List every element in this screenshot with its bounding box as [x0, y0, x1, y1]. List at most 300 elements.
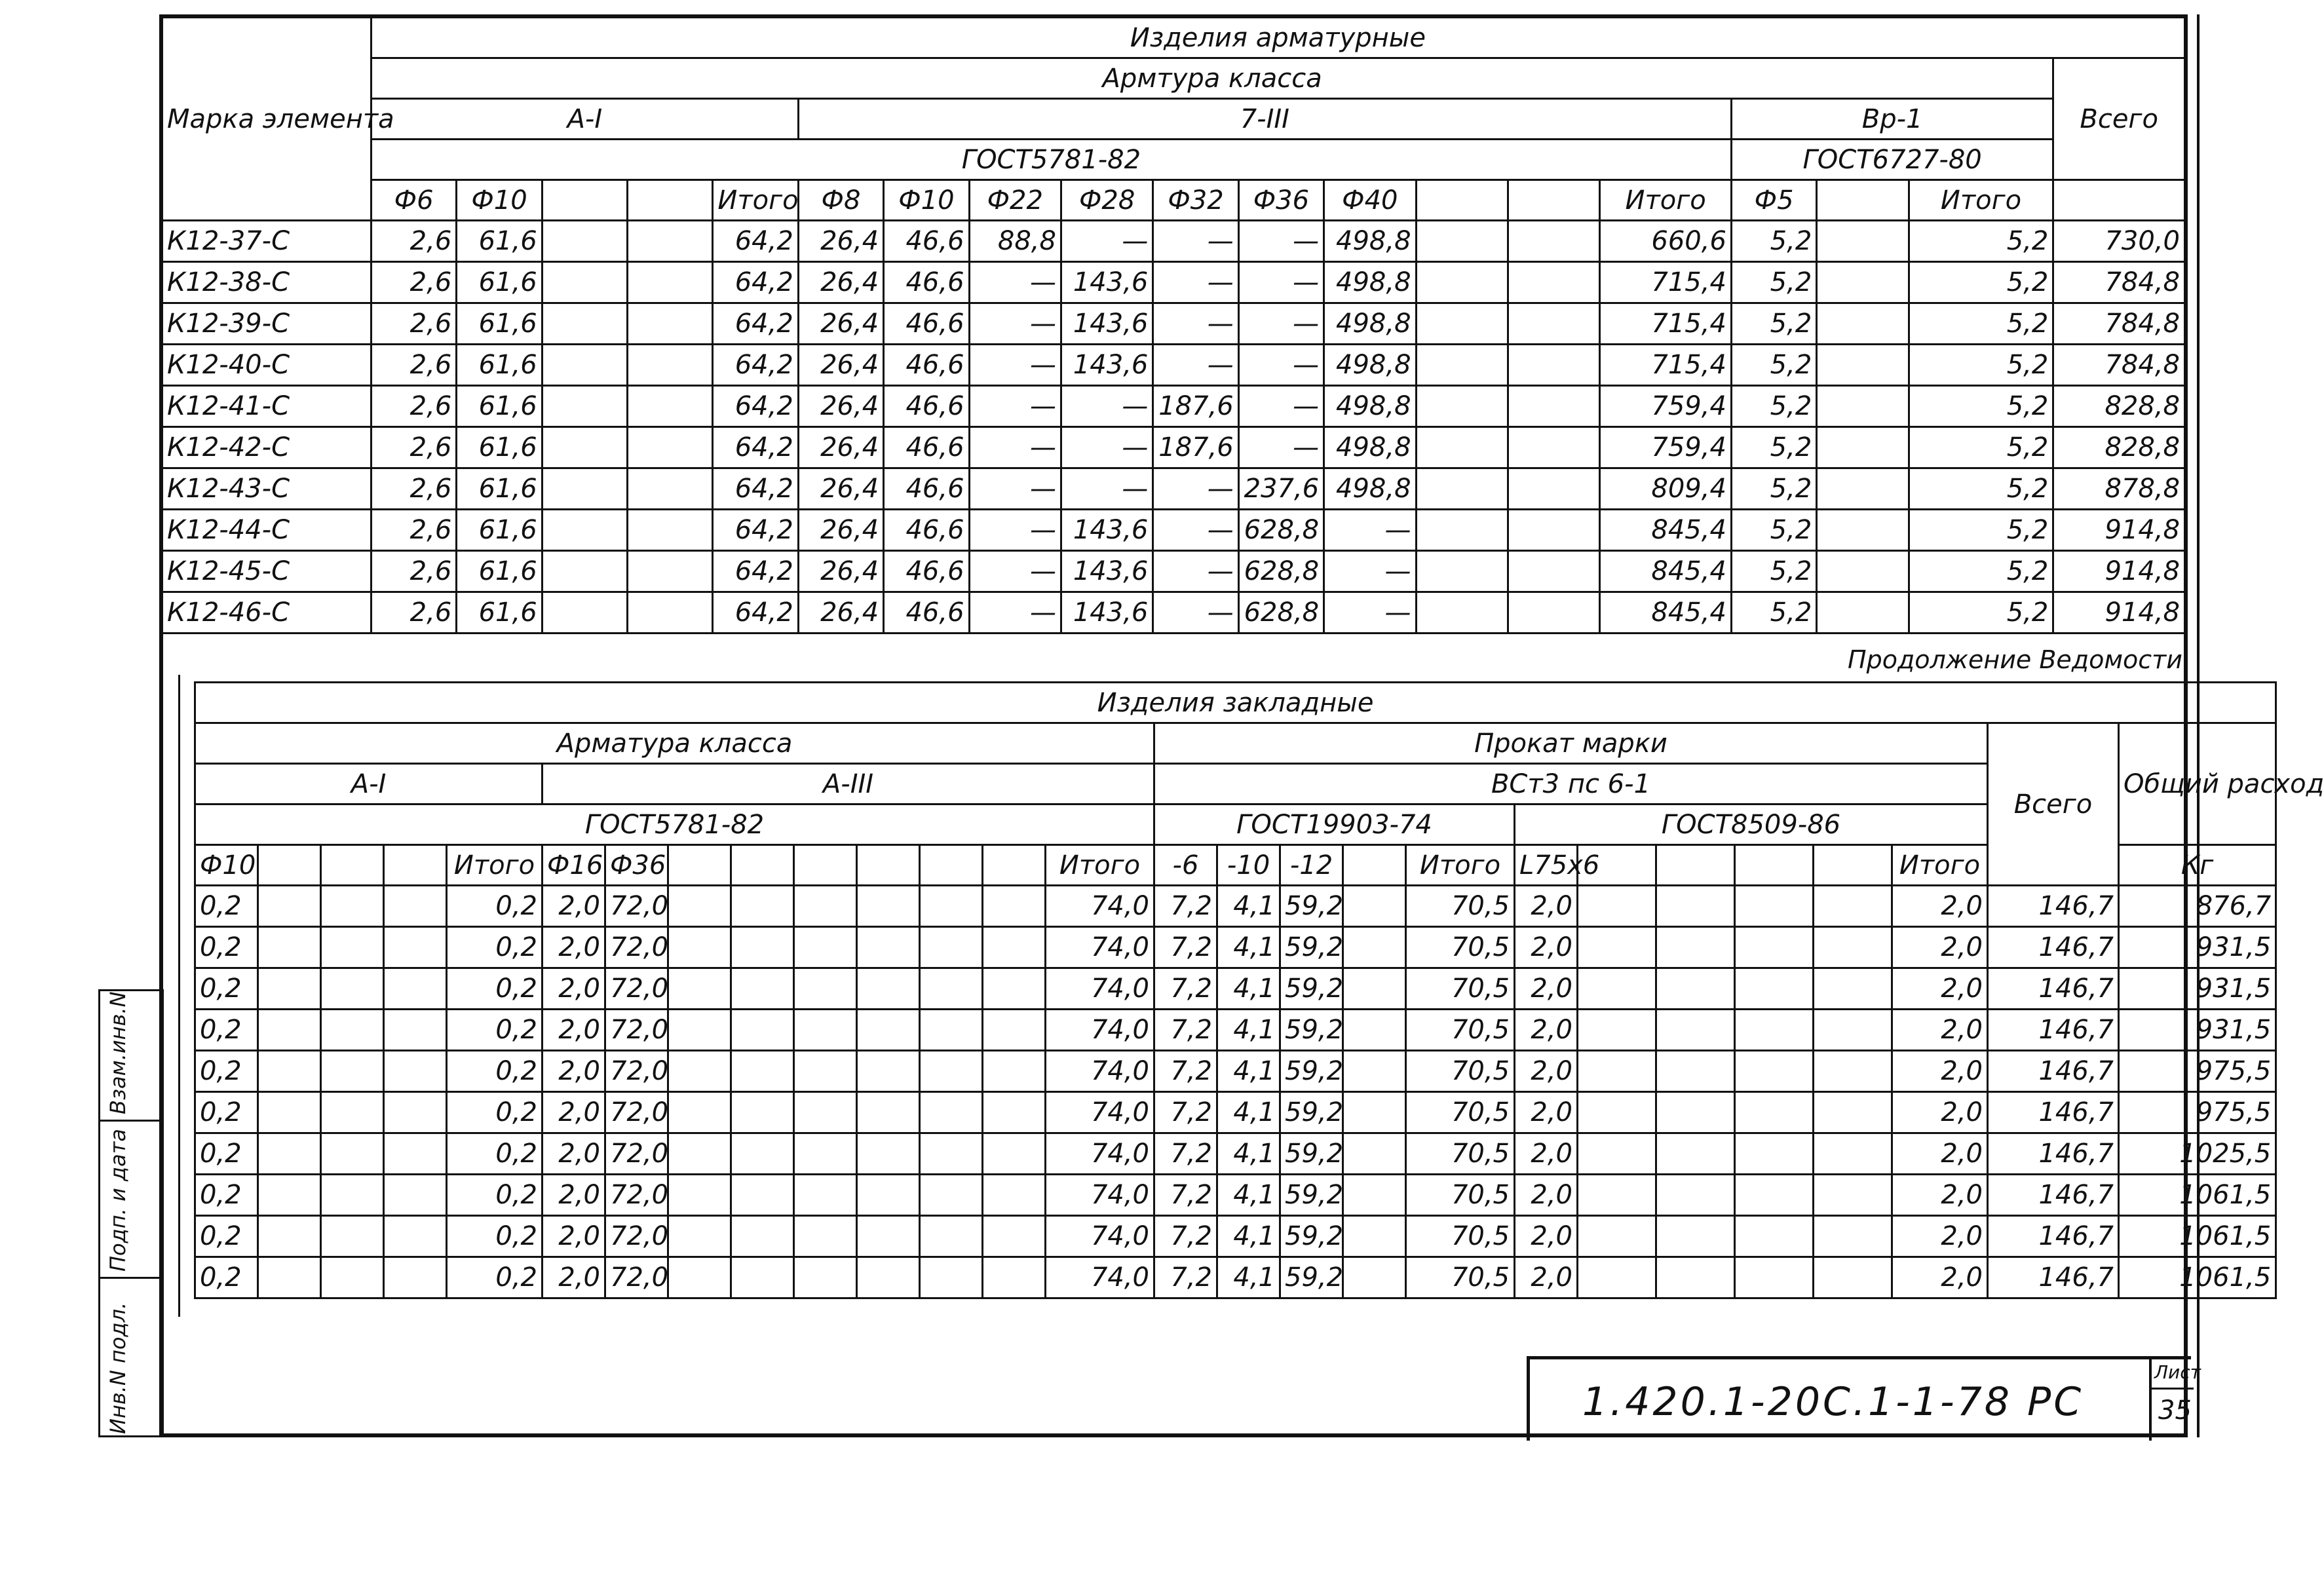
value-cell: —: [1061, 386, 1152, 427]
value-cell: [668, 1257, 731, 1298]
value-cell: 64,2: [713, 592, 798, 634]
gost-sheet: ГОСТ19903-74: [1154, 804, 1515, 845]
value-cell: [1814, 886, 1892, 927]
column-header: [1814, 845, 1892, 886]
column-header: Ф10: [195, 845, 258, 886]
value-cell: [1814, 1051, 1892, 1092]
value-cell: [1735, 1257, 1814, 1298]
value-cell: 0,2: [195, 886, 258, 927]
value-cell: 74,0: [1046, 1175, 1154, 1216]
value-cell: 2,6: [371, 592, 456, 634]
value-cell: [1814, 968, 1892, 1010]
value-cell: [1817, 510, 1909, 551]
value-cell: 7,2: [1154, 1216, 1217, 1257]
group-a1: А-I: [371, 99, 798, 140]
value-cell: 74,0: [1046, 968, 1154, 1010]
row-total: 146,7: [1988, 1175, 2119, 1216]
row-total: 146,7: [1988, 886, 2119, 927]
value-cell: [1508, 510, 1599, 551]
value-cell: [857, 927, 920, 968]
value-cell: 2,6: [371, 551, 456, 592]
value-cell: 70,5: [1406, 927, 1515, 968]
value-cell: [983, 1051, 1046, 1092]
value-cell: [1416, 345, 1508, 386]
value-cell: 0,2: [195, 1092, 258, 1133]
value-cell: —: [1153, 345, 1238, 386]
value-cell: 7,2: [1154, 1010, 1217, 1051]
value-cell: [1343, 968, 1406, 1010]
value-cell: [1343, 1133, 1406, 1175]
value-cell: 759,4: [1600, 386, 1732, 427]
value-cell: 845,4: [1600, 551, 1732, 592]
value-cell: [1814, 1010, 1892, 1051]
value-cell: 5,2: [1731, 427, 1816, 468]
column-header: [731, 845, 794, 886]
section-title: Изделия арматурные: [371, 18, 2184, 58]
column-header: [920, 845, 983, 886]
column-header: [1817, 180, 1909, 221]
value-cell: 5,2: [1909, 510, 2053, 551]
value-cell: [384, 1010, 447, 1051]
value-cell: 2,0: [1892, 1216, 1988, 1257]
element-mark: К12-44-С: [162, 510, 371, 551]
column-header: [321, 845, 384, 886]
value-cell: [920, 1133, 983, 1175]
value-cell: [1578, 1133, 1656, 1175]
strip-divider: [100, 1120, 162, 1122]
value-cell: 0,2: [447, 1133, 543, 1175]
value-cell: 72,0: [605, 1175, 668, 1216]
value-cell: 26,4: [798, 551, 883, 592]
steel-grade: ВСт3 пс 6-1: [1154, 764, 1988, 804]
value-cell: [1578, 968, 1656, 1010]
value-cell: [857, 1051, 920, 1092]
value-cell: 26,4: [798, 262, 883, 303]
table-row: [195, 927, 2276, 968]
value-cell: [384, 1133, 447, 1175]
value-cell: 0,2: [195, 1133, 258, 1175]
value-cell: 61,6: [457, 262, 542, 303]
value-cell: 7,2: [1154, 927, 1217, 968]
value-cell: [1735, 1051, 1814, 1092]
value-cell: [1508, 468, 1599, 510]
value-cell: 26,4: [798, 592, 883, 634]
value-cell: [1578, 886, 1656, 927]
value-cell: [1578, 1092, 1656, 1133]
strip-label-replace-inv: Взам.инв.N: [105, 991, 130, 1114]
value-cell: 7,2: [1154, 1051, 1217, 1092]
value-cell: 64,2: [713, 303, 798, 345]
value-cell: 498,8: [1324, 303, 1416, 345]
value-cell: 72,0: [605, 1216, 668, 1257]
value-cell: 498,8: [1324, 345, 1416, 386]
value-cell: 61,6: [457, 468, 542, 510]
value-cell: —: [1238, 303, 1324, 345]
value-cell: —: [1238, 221, 1324, 262]
value-cell: —: [1153, 221, 1238, 262]
value-cell: [794, 968, 857, 1010]
gost-bp: ГОСТ6727-80: [1731, 140, 2053, 180]
value-cell: 64,2: [713, 468, 798, 510]
value-cell: [857, 968, 920, 1010]
value-cell: 2,0: [1515, 968, 1578, 1010]
gost-angle: ГОСТ8509-86: [1515, 804, 1988, 845]
element-mark: К12-40-С: [162, 345, 371, 386]
value-cell: 72,0: [605, 1133, 668, 1175]
element-mark: К12-43-С: [162, 468, 371, 510]
table-row: [162, 510, 2185, 551]
value-cell: 4,1: [1217, 1175, 1280, 1216]
value-cell: [628, 468, 713, 510]
sheet-number-box: [2149, 1356, 2201, 1441]
value-cell: [384, 1092, 447, 1133]
table-row: [195, 1133, 2276, 1175]
table-row: [162, 468, 2185, 510]
value-cell: 26,4: [798, 468, 883, 510]
strip-label-original-inv: Инв.N подл.: [105, 1302, 130, 1434]
value-cell: [1817, 345, 1909, 386]
column-header: [1735, 845, 1814, 886]
class-header: Арматура класса: [195, 723, 1154, 764]
value-cell: [1814, 1092, 1892, 1133]
value-cell: [857, 886, 920, 927]
value-cell: 46,6: [884, 468, 969, 510]
value-cell: 2,0: [1515, 1133, 1578, 1175]
value-cell: 64,2: [713, 386, 798, 427]
value-cell: [983, 1133, 1046, 1175]
column-header: Итого: [447, 845, 543, 886]
value-cell: [1416, 510, 1508, 551]
total-header: Всего: [2053, 58, 2185, 180]
value-cell: —: [969, 262, 1061, 303]
value-cell: 2,0: [1892, 886, 1988, 927]
column-header: [628, 180, 713, 221]
value-cell: 59,2: [1280, 1010, 1343, 1051]
value-cell: 7,2: [1154, 968, 1217, 1010]
value-cell: 74,0: [1046, 886, 1154, 927]
value-cell: 46,6: [884, 551, 969, 592]
value-cell: 5,2: [1731, 303, 1816, 345]
value-cell: 660,6: [1600, 221, 1732, 262]
value-cell: 0,2: [195, 1257, 258, 1298]
table-row: [195, 1051, 2276, 1092]
value-cell: —: [1238, 386, 1324, 427]
row-total: 914,8: [2053, 592, 2185, 634]
element-mark: К12-42-С: [162, 427, 371, 468]
value-cell: [542, 303, 627, 345]
value-cell: —: [1061, 468, 1152, 510]
column-header: Ф28: [1061, 180, 1152, 221]
value-cell: [628, 551, 713, 592]
value-cell: [1416, 386, 1508, 427]
value-cell: [1817, 427, 1909, 468]
column-header: Ф5: [1731, 180, 1816, 221]
value-cell: 0,2: [195, 968, 258, 1010]
value-cell: [384, 968, 447, 1010]
approval-side-strip: [98, 989, 164, 1437]
value-cell: —: [1153, 510, 1238, 551]
column-header: Ф6: [371, 180, 456, 221]
value-cell: 26,4: [798, 510, 883, 551]
value-cell: [668, 968, 731, 1010]
value-cell: [920, 1010, 983, 1051]
value-cell: [731, 886, 794, 927]
column-header: Ф40: [1324, 180, 1416, 221]
value-cell: [1656, 927, 1735, 968]
value-cell: 0,2: [195, 1216, 258, 1257]
value-cell: —: [1153, 303, 1238, 345]
value-cell: [794, 927, 857, 968]
value-cell: [1343, 1051, 1406, 1092]
value-cell: [668, 1133, 731, 1175]
value-cell: [920, 927, 983, 968]
value-cell: 5,2: [1909, 386, 2053, 427]
value-cell: 59,2: [1280, 1216, 1343, 1257]
value-cell: —: [1153, 551, 1238, 592]
table-row: [195, 968, 2276, 1010]
value-cell: 26,4: [798, 427, 883, 468]
element-mark: К12-38-С: [162, 262, 371, 303]
value-cell: [794, 1133, 857, 1175]
value-cell: 2,0: [1515, 1257, 1578, 1298]
value-cell: 70,5: [1406, 886, 1515, 927]
value-cell: [1508, 221, 1599, 262]
value-cell: 46,6: [884, 386, 969, 427]
value-cell: [1578, 1175, 1656, 1216]
group-a3: А-III: [543, 764, 1154, 804]
value-cell: [1817, 262, 1909, 303]
row-total: 146,7: [1988, 927, 2119, 968]
value-cell: [1817, 551, 1909, 592]
value-cell: 70,5: [1406, 1051, 1515, 1092]
column-header: [857, 845, 920, 886]
row-total: 146,7: [1988, 1051, 2119, 1092]
value-cell: —: [969, 345, 1061, 386]
value-cell: [542, 386, 627, 427]
value-cell: [321, 1010, 384, 1051]
table-row: [195, 1257, 2276, 1298]
column-header: [794, 845, 857, 886]
column-header: Ф10: [457, 180, 542, 221]
value-cell: [1578, 1010, 1656, 1051]
element-mark: К12-41-С: [162, 386, 371, 427]
value-cell: [983, 886, 1046, 927]
value-cell: 845,4: [1600, 592, 1732, 634]
row-total: 828,8: [2053, 427, 2185, 468]
value-cell: [258, 1133, 321, 1175]
sheet-number: 35: [2158, 1395, 2192, 1426]
value-cell: 0,2: [195, 1175, 258, 1216]
value-cell: [628, 345, 713, 386]
value-cell: 88,8: [969, 221, 1061, 262]
value-cell: 59,2: [1280, 886, 1343, 927]
value-cell: 26,4: [798, 386, 883, 427]
value-cell: 2,0: [543, 1051, 605, 1092]
value-cell: 59,2: [1280, 1133, 1343, 1175]
value-cell: 0,2: [195, 927, 258, 968]
value-cell: 59,2: [1280, 1051, 1343, 1092]
column-header: Итого: [1909, 180, 2053, 221]
sheet-label: Лист: [2154, 1361, 2201, 1383]
value-cell: 0,2: [447, 1257, 543, 1298]
value-cell: 7,2: [1154, 1133, 1217, 1175]
value-cell: 61,6: [457, 345, 542, 386]
unit-label: Кг: [2119, 845, 2276, 886]
value-cell: [321, 886, 384, 927]
column-header: [258, 845, 321, 886]
gost-main: ГОСТ5781-82: [371, 140, 1731, 180]
value-cell: 2,0: [543, 1257, 605, 1298]
value-cell: 61,6: [457, 221, 542, 262]
value-cell: [1735, 1133, 1814, 1175]
row-overall: 975,5: [2119, 1092, 2276, 1133]
value-cell: 74,0: [1046, 1010, 1154, 1051]
value-cell: 5,2: [1909, 262, 2053, 303]
value-cell: 5,2: [1731, 510, 1816, 551]
value-cell: [920, 1175, 983, 1216]
title-stamp: [1527, 1356, 2201, 1441]
column-header: Итого: [713, 180, 798, 221]
value-cell: 2,6: [371, 386, 456, 427]
value-cell: 2,0: [543, 886, 605, 927]
value-cell: [321, 1257, 384, 1298]
element-mark: К12-45-С: [162, 551, 371, 592]
value-cell: 0,2: [447, 1216, 543, 1257]
row-total: 146,7: [1988, 1010, 2119, 1051]
value-cell: [1735, 886, 1814, 927]
strip-label-signature-date: Подп. и дата: [105, 1129, 130, 1272]
value-cell: [731, 1092, 794, 1133]
value-cell: [542, 262, 627, 303]
column-header: Итого: [1892, 845, 1988, 886]
value-cell: [1817, 221, 1909, 262]
value-cell: [1508, 262, 1599, 303]
value-cell: [1656, 1010, 1735, 1051]
value-cell: [920, 968, 983, 1010]
value-cell: 628,8: [1238, 551, 1324, 592]
table-row: [162, 551, 2185, 592]
sheet-box-divider: [2152, 1388, 2194, 1390]
value-cell: [384, 1257, 447, 1298]
value-cell: [1817, 468, 1909, 510]
column-header: [1416, 180, 1508, 221]
value-cell: [731, 1175, 794, 1216]
value-cell: [983, 1175, 1046, 1216]
value-cell: 5,2: [1909, 427, 2053, 468]
value-cell: —: [969, 303, 1061, 345]
row-total: 784,8: [2053, 303, 2185, 345]
value-cell: 2,0: [1515, 927, 1578, 968]
value-cell: [983, 968, 1046, 1010]
value-cell: 5,2: [1731, 468, 1816, 510]
value-cell: 7,2: [1154, 1175, 1217, 1216]
column-header: [983, 845, 1046, 886]
value-cell: 61,6: [457, 303, 542, 345]
column-header: [1343, 845, 1406, 886]
value-cell: [321, 1092, 384, 1133]
value-cell: 74,0: [1046, 927, 1154, 968]
value-cell: —: [1153, 262, 1238, 303]
value-cell: 5,2: [1909, 303, 2053, 345]
value-cell: [1735, 1175, 1814, 1216]
column-header: L75х6: [1515, 845, 1578, 886]
column-header: [542, 180, 627, 221]
value-cell: 0,2: [447, 968, 543, 1010]
value-cell: [1508, 303, 1599, 345]
value-cell: 74,0: [1046, 1257, 1154, 1298]
value-cell: 2,6: [371, 262, 456, 303]
value-cell: —: [1061, 427, 1152, 468]
value-cell: [1343, 927, 1406, 968]
table-row: [162, 345, 2185, 386]
value-cell: [542, 592, 627, 634]
column-header: Ф32: [1153, 180, 1238, 221]
value-cell: 70,5: [1406, 1216, 1515, 1257]
table-row: [195, 1010, 2276, 1051]
value-cell: [321, 1216, 384, 1257]
value-cell: [1814, 1257, 1892, 1298]
value-cell: 5,2: [1909, 551, 2053, 592]
value-cell: 0,2: [447, 1175, 543, 1216]
value-cell: 498,8: [1324, 386, 1416, 427]
value-cell: [794, 886, 857, 927]
value-cell: —: [969, 468, 1061, 510]
value-cell: [983, 1257, 1046, 1298]
row-total: 146,7: [1988, 1133, 2119, 1175]
row-total: 146,7: [1988, 1092, 2119, 1133]
value-cell: [1416, 551, 1508, 592]
value-cell: [1508, 427, 1599, 468]
column-header: Итого: [1406, 845, 1515, 886]
value-cell: [731, 1133, 794, 1175]
table-row: [195, 886, 2276, 927]
value-cell: [920, 886, 983, 927]
element-mark: К12-39-С: [162, 303, 371, 345]
value-cell: 5,2: [1731, 386, 1816, 427]
group-a3: 7-III: [798, 99, 1731, 140]
group-a1: А-I: [195, 764, 543, 804]
value-cell: 5,2: [1909, 468, 2053, 510]
class-header: Армтура класса: [371, 58, 2053, 99]
value-cell: [628, 427, 713, 468]
continuation-note: Продолжение Ведомости: [1848, 645, 2182, 674]
column-header: [1508, 180, 1599, 221]
value-cell: 2,0: [1892, 1092, 1988, 1133]
value-cell: —: [969, 510, 1061, 551]
gost-main: ГОСТ5781-82: [195, 804, 1154, 845]
value-cell: [983, 1092, 1046, 1133]
value-cell: 4,1: [1217, 886, 1280, 927]
value-cell: [794, 1051, 857, 1092]
value-cell: 2,6: [371, 427, 456, 468]
value-cell: 74,0: [1046, 1216, 1154, 1257]
value-cell: —: [1153, 592, 1238, 634]
value-cell: [1416, 262, 1508, 303]
value-cell: 59,2: [1280, 1257, 1343, 1298]
row-total: 828,8: [2053, 386, 2185, 427]
value-cell: [794, 1257, 857, 1298]
value-cell: [1578, 1257, 1656, 1298]
section-title: Изделия закладные: [195, 683, 2276, 723]
value-cell: [857, 1133, 920, 1175]
value-cell: 70,5: [1406, 1092, 1515, 1133]
value-cell: [668, 1175, 731, 1216]
value-cell: [1508, 345, 1599, 386]
value-cell: 0,2: [447, 927, 543, 968]
value-cell: [983, 1010, 1046, 1051]
value-cell: 5,2: [1731, 345, 1816, 386]
value-cell: 5,2: [1731, 262, 1816, 303]
